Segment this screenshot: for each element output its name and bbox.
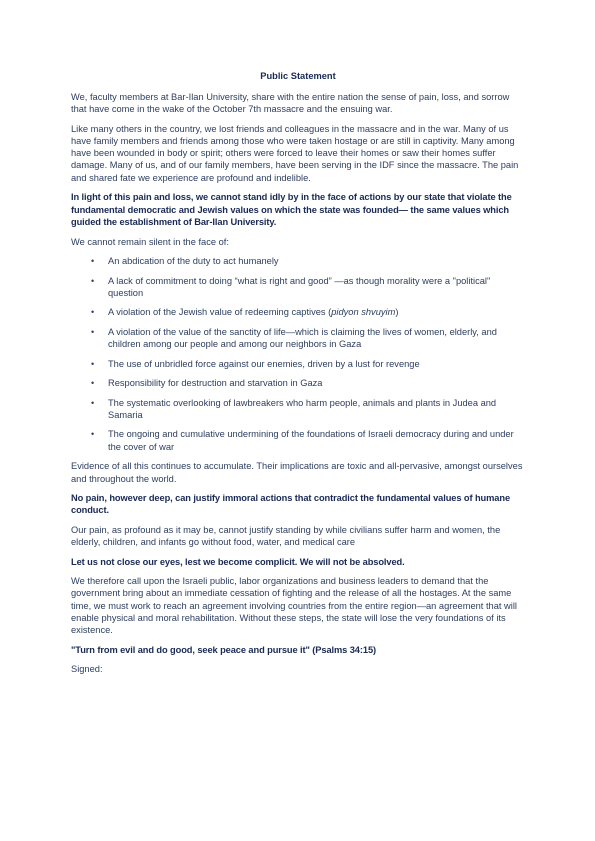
list-item: • The systematic overlooking of lawbreakers who harm people, animals and plants in Judea and Samaria: [91, 397, 497, 420]
bullet-icon: •: [91, 275, 95, 286]
paragraph-call: We therefore call upon the Israeli public, labor organizations and business leaders to demand that the government bring about an immediate cessation of fighting and the release of all the hostages. At the same time, we must work to reach an agreement involving countries from the entire region—an agreement that will enable physical and moral rehabilitation. Without these steps, the state will lose the very foundations of its existence.: [71, 576, 517, 636]
signed-label: Signed:: [71, 664, 103, 675]
paragraph-evidence: Evidence of all this continues to accumulate. Their implications are toxic and all-pervasive, amongst ourselves and throughout the world.: [71, 461, 523, 484]
paragraph-losses: Like many others in the country, we lost friends and colleagues in the massacre and in the war. Many of us have family members and friends among those who were taken hostage or are still in captivity. Many among have been wounded in body or spirit; others were forced to leave their homes or saw their homes suffer damage. Many of us, and of our family members, have been serving in the IDF since the massacre. The pain and shared fate we experience are profound and indelible.: [71, 123, 519, 183]
bullet-icon: •: [91, 326, 95, 337]
bullet-icon: •: [91, 358, 95, 369]
document-title: Public Statement: [260, 71, 336, 81]
paragraph-intro: We, faculty members at Bar-Ilan University, share with the entire nation the sense of pain, loss, and sorrow that have come in the wake of the October 7th massacre and the ensuing war.: [71, 92, 510, 115]
bullet-icon: •: [91, 397, 95, 408]
list-intro: We cannot remain silent in the face of:: [71, 236, 229, 247]
paragraph-civilians: Our pain, as profound as it may be, cannot justify standing by while civilians suffer harm and women, the elderly, children, and infants go without food, water, and medical care: [71, 525, 501, 548]
list-item: • The ongoing and cumulative undermining of the foundations of Israeli democracy during and under the cover of war: [91, 429, 514, 452]
bold-statement-values: In light of this pain and loss, we cannot stand idly by in the face of actions by our state that violate the fundamental democratic and Jewish values on which the state was founded— the same values which guided the establishment of Bar-Ilan University.: [71, 192, 512, 228]
italic-term: pidyon shvuyim: [331, 307, 396, 318]
bullet-icon: •: [91, 429, 95, 440]
list-item: • A lack of commitment to doing “what is right and good” —as though morality were a "political" question: [91, 275, 491, 298]
bold-statement-complicit: Let us not close our eyes, lest we become complicit. We will not be absolved.: [71, 556, 405, 567]
list-item: • Responsibility for destruction and starvation in Gaza: [91, 378, 323, 389]
bold-quote-psalms: "Turn from evil and do good, seek peace and pursue it" (Psalms 34:15): [71, 644, 377, 655]
list-item: • An abdication of the duty to act humanely: [91, 256, 279, 267]
list-item: • A violation of the Jewish value of redeeming captives (pidyon shvuyim): [91, 307, 399, 318]
list-item: • The use of unbridled force against our enemies, driven by a lust for revenge: [91, 358, 420, 369]
bullet-icon: •: [91, 378, 95, 389]
bullet-icon: •: [91, 256, 95, 267]
bold-statement-no-justification: No pain, however deep, can justify immoral actions that contradict the fundamental values of humane conduct.: [71, 492, 511, 516]
list-item: • A violation of the value of the sanctity of life—which is claiming the lives of women, elderly, and children among our people and among our neighbors in Gaza: [91, 326, 497, 350]
concerns-list: [71, 255, 525, 453]
bullet-icon: •: [91, 307, 95, 318]
document-page: [71, 70, 525, 683]
